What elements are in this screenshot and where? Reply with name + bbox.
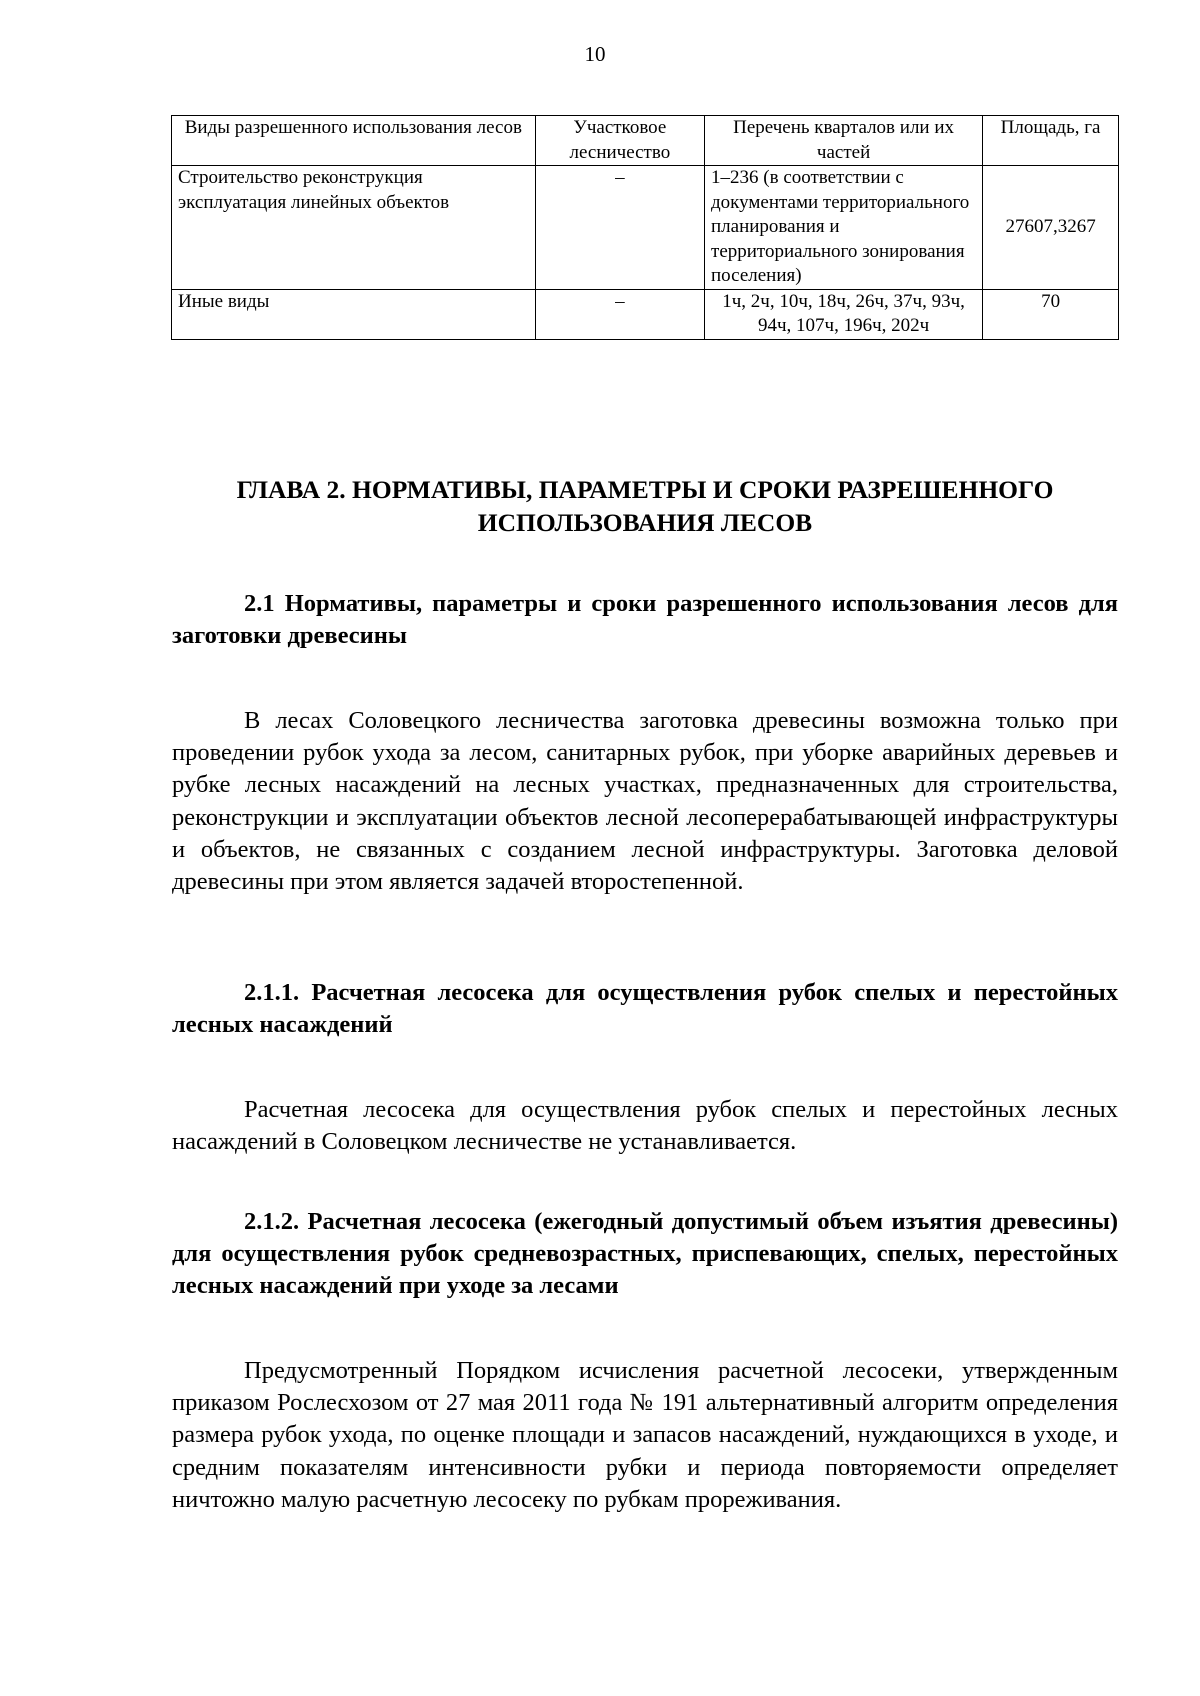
cell-area: 27607,3267 (983, 166, 1119, 290)
table-row (172, 289, 1119, 339)
cell-use-type: Иные виды (172, 289, 536, 339)
chapter-title (171, 473, 1119, 539)
paragraph-2-1-2: Предусмотренный Порядком исчисления расчетной лесосеки, утвержденным приказом Рослесхозом от 27 мая 2011 года № 191 альтернативный алгоритм определения размера рубок ухода, по оценке площади и запасов насаждений, нуждающихся в уходе, и средним показателям интенсивности рубки и периода повторяемости определяет ничтожно малую расчетную лесосеку по рубкам прореживания. (172, 1357, 1118, 1513)
paragraph-2-1: В лесах Соловецкого лесничества заготовка древесины возможна только при проведении рубок ухода за лесом, санитарных рубок, при уборке аварийных деревьев и рубке лесных насаждений на лесных участках, предназначенных для строительства, реконструкции и эксплуатации объектов лесной лесоперерабатывающей инфраструктуры и объектов, не связанных с созданием лесной инфраструктуры. Заготовка деловой древесины при этом является задачей второстепенной. (172, 707, 1118, 896)
chapter-title-line-1: ГЛАВА 2. НОРМАТИВЫ, ПАРАМЕТРЫ И СРОКИ РАЗРЕШЕННОГО (236, 475, 1054, 504)
table-row (172, 166, 1119, 290)
cell-forestry: – (535, 166, 704, 290)
paragraph-2-1-1: Расчетная лесосека для осуществления рубок спелых и перестойных лесных насаждений в Соловецком лесничестве не устанавливается. (172, 1096, 1118, 1156)
section-heading-2-1: 2.1 Нормативы, параметры и сроки разрешенного использования лесов для заготовки древесины (172, 590, 1118, 649)
cell-area: 70 (983, 289, 1119, 339)
header-quarters: Перечень кварталов или их частей (705, 116, 983, 166)
chapter-title-line-2: ИСПОЛЬЗОВАНИЯ ЛЕСОВ (477, 508, 813, 537)
section-heading-2-1-1: 2.1.1. Расчетная лесосека для осуществления рубок спелых и перестойных лесных насаждений (172, 979, 1118, 1038)
page-number: 10 (584, 42, 606, 66)
table-header-row (172, 116, 1119, 166)
cell-use-type: Строительство реконструкция эксплуатация линейных объектов (172, 166, 536, 290)
cell-quarters: 1–236 (в соответствии с документами территориального планирования и территориального зонирования поселения) (705, 166, 983, 290)
section-heading-2-1-2: 2.1.2. Расчетная лесосека (ежегодный допустимый объем изъятия древесины) для осуществления рубок средневозрастных, приспевающих, спелых, перестойных лесных насаждений при уходе за лесами (172, 1208, 1118, 1299)
cell-quarters: 1ч, 2ч, 10ч, 18ч, 26ч, 37ч, 93ч, 94ч, 107ч, 196ч, 202ч (705, 289, 983, 339)
header-area: Площадь, га (983, 116, 1119, 166)
forest-use-table (171, 115, 1119, 340)
cell-forestry: – (535, 289, 704, 339)
header-forestry: Участковое лесничество (535, 116, 704, 166)
header-use-type: Виды разрешенного использования лесов (172, 116, 536, 166)
